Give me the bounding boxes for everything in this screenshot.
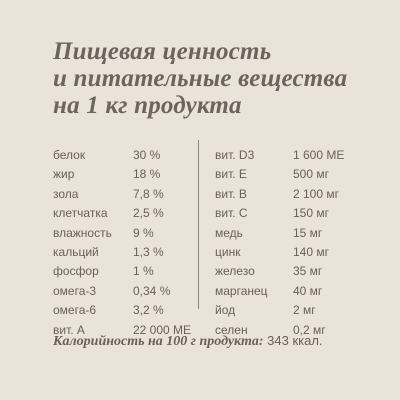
nutrient-value: 1 600 МЕ xyxy=(293,148,345,162)
nutrient-name: вит. А xyxy=(53,322,85,337)
nutrient-name: марганец xyxy=(215,283,268,298)
nutrient-row xyxy=(53,262,191,281)
nutrient-value: 1,3 % xyxy=(133,245,164,260)
nutrient-value: 35 мг xyxy=(293,264,323,279)
nutrient-name: вит. Е xyxy=(215,167,247,182)
nutrient-name: йод xyxy=(215,303,236,318)
nutrient-name: железо xyxy=(215,264,255,279)
column-divider xyxy=(198,140,199,309)
nutrient-value: 500 мг xyxy=(293,167,329,182)
nutrient-list-right xyxy=(215,146,344,340)
nutrient-name: цинк xyxy=(215,245,241,260)
nutrient-name: кальций xyxy=(53,245,99,260)
nutrient-row xyxy=(215,185,344,204)
nutrient-name: селен xyxy=(215,322,248,337)
nutrient-row xyxy=(53,165,191,184)
nutrient-name: белок xyxy=(53,148,86,162)
nutrient-row xyxy=(215,243,344,262)
nutrient-row xyxy=(215,165,344,184)
nutrient-list-left xyxy=(53,146,191,340)
nutrient-row xyxy=(53,282,191,301)
page-title xyxy=(53,38,347,119)
nutrient-name: жир xyxy=(53,167,75,182)
nutrient-row xyxy=(53,204,191,223)
nutrient-name: зола xyxy=(53,186,79,201)
nutrient-value: 18 % xyxy=(133,167,161,182)
title-line-1: Пищевая ценность xyxy=(53,38,272,65)
nutrient-row xyxy=(215,301,344,320)
nutrient-value: 2 мг xyxy=(293,303,316,318)
nutrient-row xyxy=(53,146,191,165)
nutrient-row xyxy=(215,146,344,165)
nutrient-value: 30 % xyxy=(133,148,161,162)
nutrient-value: 22 000 МЕ xyxy=(133,322,192,337)
nutrient-value: 0,2 мг xyxy=(293,322,326,337)
nutrient-value: 15 мг xyxy=(293,225,323,240)
nutrient-name: фосфор xyxy=(53,264,99,279)
nutrient-name: влажность xyxy=(53,225,112,240)
nutrient-name: вит. D3 xyxy=(215,148,255,162)
nutrient-name: омега-6 xyxy=(53,303,97,318)
nutrient-row xyxy=(215,262,344,281)
nutrient-value: 40 мг xyxy=(293,283,323,298)
nutrient-row xyxy=(215,282,344,301)
nutrient-row xyxy=(215,224,344,243)
nutrient-row xyxy=(53,301,191,320)
nutrient-row xyxy=(53,243,191,262)
nutrient-value: 3,2 % xyxy=(133,303,164,318)
nutrient-name: вит. В xyxy=(215,186,247,201)
calorie-label: Калорийность на 100 г продукта: xyxy=(53,334,264,349)
nutrient-value: 9 % xyxy=(133,225,154,240)
nutrient-value: 7,8 % xyxy=(133,186,164,201)
calorie-value: 343 ккал. xyxy=(267,333,323,348)
title-line-2: и питательные вещества xyxy=(53,65,348,92)
calorie-line xyxy=(53,333,323,350)
nutrient-row xyxy=(215,204,344,223)
nutrient-name: клетчатка xyxy=(53,206,108,221)
nutrient-value: 0,34 % xyxy=(133,283,171,298)
nutrient-value: 2 100 мг xyxy=(293,186,339,201)
nutrient-value: 1 % xyxy=(133,264,154,279)
nutrient-value: 140 мг xyxy=(293,245,329,260)
nutrient-name: вит. С xyxy=(215,206,248,221)
nutrient-name: медь xyxy=(215,225,243,240)
nutrient-row xyxy=(53,224,191,243)
nutrient-name: омега-3 xyxy=(53,283,97,298)
nutrient-value: 150 мг xyxy=(293,206,329,221)
nutrient-row xyxy=(53,185,191,204)
nutrient-value: 2,5 % xyxy=(133,206,164,221)
title-line-3: на 1 кг продукта xyxy=(53,92,242,119)
